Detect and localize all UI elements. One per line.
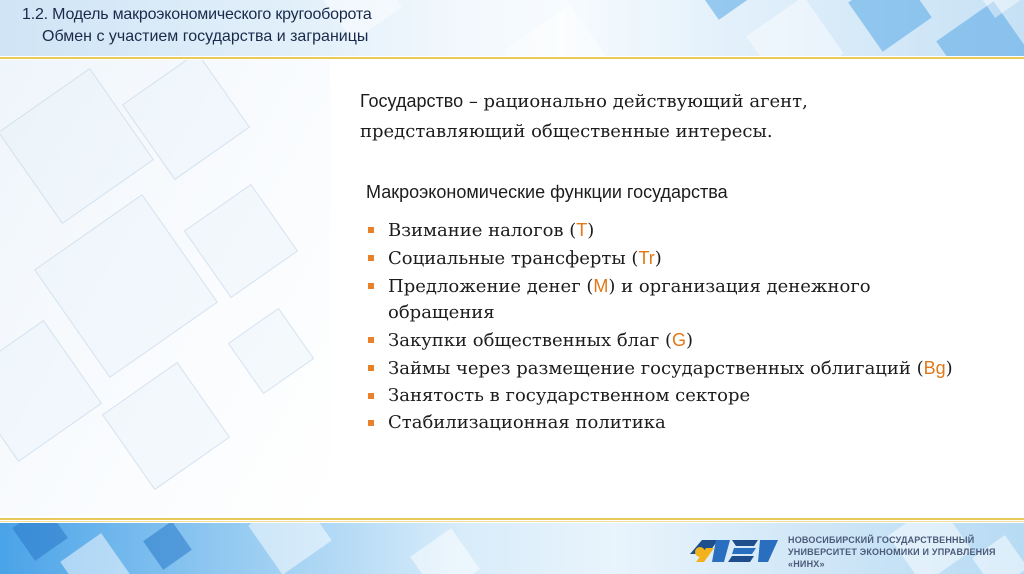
footer-divider-thin [0, 521, 1024, 522]
list-item: Закупки общественных благ (G) [366, 327, 966, 354]
definition-text: – рационально действующий агент, представляющий общественные интересы. [360, 91, 808, 142]
definition-term: Государство [360, 91, 464, 111]
decorative-panel [0, 60, 330, 516]
list-item: Занятость в государственном секторе [366, 383, 966, 409]
functions-list [366, 217, 966, 437]
footer-divider [0, 518, 1024, 520]
list-item: Социальные трансферты (Tr) [366, 245, 966, 272]
state-definition [360, 86, 920, 147]
header-divider [0, 57, 1024, 59]
university-name: НОВОСИБИРСКИЙ ГОСУДАРСТВЕННЫЙ УНИВЕРСИТЕТ ЭКОНОМИКИ И УПРАВЛЕНИЯ «НИНХ» [788, 535, 996, 569]
header-band [0, 0, 1024, 56]
list-item: Займы через размещение государственных облигаций (Bg) [366, 355, 966, 382]
slide-subtitle: Обмен с участием государства и заграницы [42, 28, 369, 45]
list-item: Предложение денег (M) и организация денежного обращения [366, 273, 966, 326]
list-item: Взимание налогов (T) [366, 217, 966, 244]
list-item: Стабилизационная политика [366, 410, 966, 436]
university-logo-icon [688, 532, 780, 568]
functions-heading: Макроэкономические функции государства [366, 182, 728, 202]
slide-title: 1.2. Модель макроэкономического кругооборота [22, 6, 372, 23]
